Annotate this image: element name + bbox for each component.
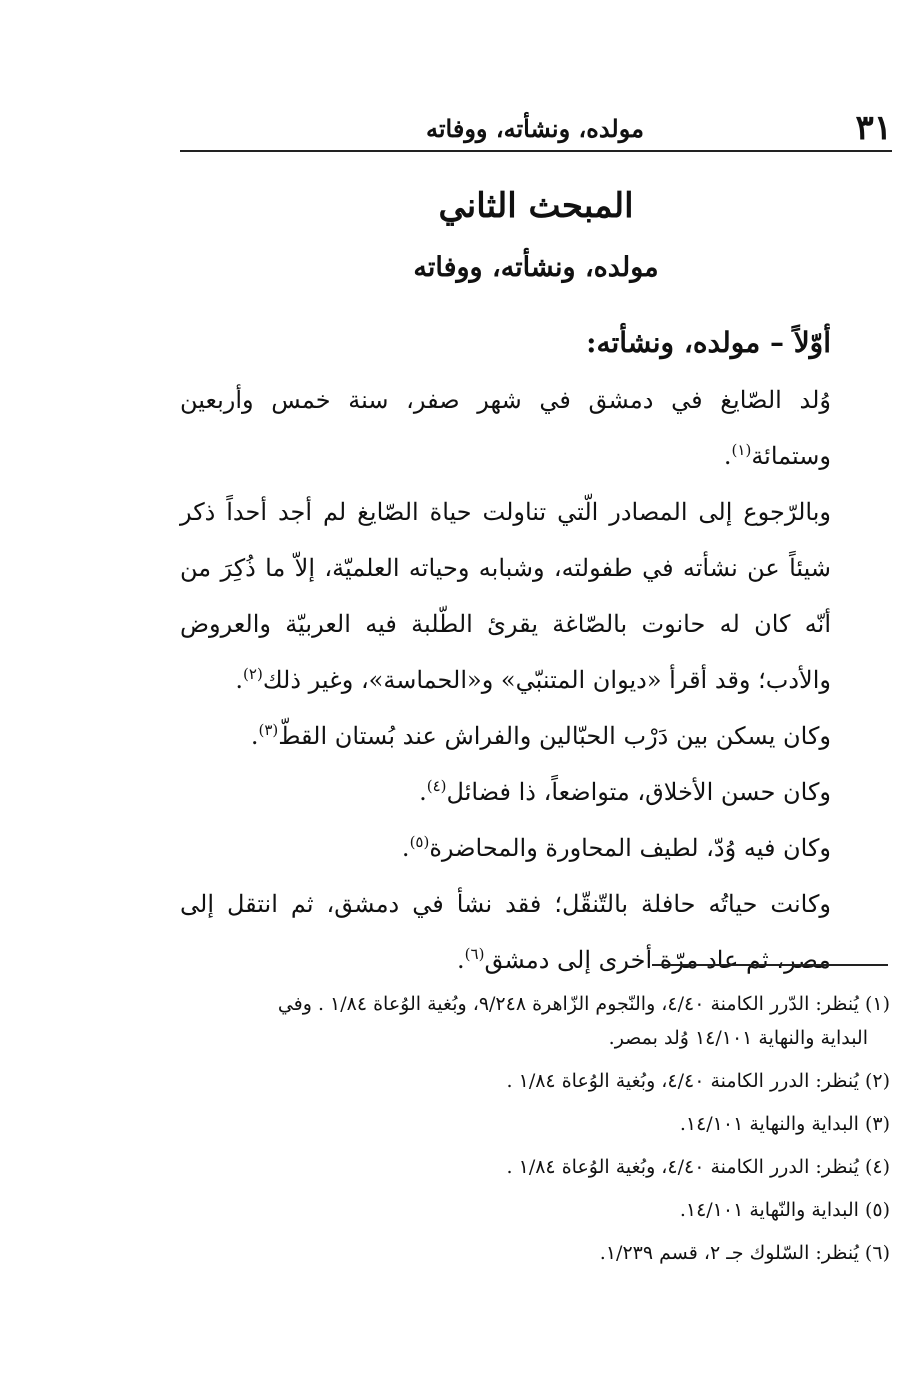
- footnote-ref: (١): [731, 441, 752, 459]
- paragraph: [180, 820, 831, 876]
- section-title: المبحث الثاني: [438, 186, 634, 226]
- footnote-ref: (٤): [426, 777, 447, 795]
- footnote-text: (٦) يُنظر: السّلوك جـ ٢، قسم ١/٢٣٩.: [599, 1242, 890, 1264]
- paragraph: [180, 876, 831, 988]
- paragraph-text: وبالرّجوع إلى المصادر الّتي تناولت حياة الصّايغ لم أجد أحداً ذكر شيئاً عن نشأته في طفولته، وشبابه وحياته العلميّة، إلاّ ما ذُكِرَ من أنّه كان له حانوت بالصّاغة يقرئ الطّلبة فيه العربيّة والعروض والأدب؛ وقد أقرأ «ديوان المتنبّي» و«الحماسة»، وغير ذلك: [180, 498, 831, 694]
- paragraph: [180, 484, 831, 708]
- footnote-ref: (٦): [464, 945, 485, 963]
- footnote: [170, 1065, 890, 1098]
- footnote-text: البداية والنهاية ١٤/١٠١ وُلد بمصر.: [608, 1027, 868, 1049]
- footnote-text: (٢) يُنظر: الدرر الكامنة ٤/٤٠، وبُغية الوُعاة ١/٨٤ .: [506, 1070, 890, 1092]
- footnote: [170, 1108, 890, 1141]
- paragraph-end: .: [401, 834, 410, 862]
- footnote-ref: (٣): [258, 721, 279, 739]
- paragraph: [180, 708, 831, 764]
- paragraph-end: .: [250, 722, 259, 750]
- footnotes: [170, 988, 890, 1280]
- paragraph-text: وكان يسكن بين دَرْب الحبّالين والفراش عند بُستان القطّ: [278, 722, 831, 750]
- footnote-text: (١) يُنظر: الدّرر الكامنة ٤/٤٠، والنّجوم الزّاهرة ٩/٢٤٨، وبُغية الوُعاة ١/٨٤ . وفي: [277, 993, 890, 1015]
- footnote-text: (٤) يُنظر: الدرر الكامنة ٤/٤٠، وبُغية الوُعاة ١/٨٤ .: [506, 1156, 890, 1178]
- footnote-text: (٣) البداية والنهاية ١٤/١٠١.: [679, 1113, 890, 1135]
- paragraph-end: .: [235, 666, 244, 694]
- footnote: [170, 988, 890, 1021]
- page-number: ٣١: [855, 108, 892, 148]
- paragraph-text: وكانت حياتُه حافلة بالتّنقّل؛ فقد نشأ في دمشق، ثم انتقل إلى مصر، ثم عاد مرّة أخرى إلى دمشق: [180, 890, 831, 974]
- paragraph-text: وكان فيه وُدّ، لطيف المحاورة والمحاضرة: [429, 834, 831, 862]
- header-rule: [180, 150, 892, 152]
- running-header: [180, 104, 892, 148]
- paragraph: [180, 372, 831, 484]
- footnote: [170, 1151, 890, 1184]
- footnote-continuation: [170, 1022, 890, 1055]
- subheading: أوّلاً – مولده، ونشأته:: [586, 326, 831, 359]
- footnote-text: (٥) البداية والنّهاية ١٤/١٠١.: [679, 1199, 890, 1221]
- body-text: [180, 372, 831, 988]
- footnote: [170, 1194, 890, 1227]
- footnote-ref: (٢): [243, 665, 263, 683]
- footnote: [170, 1237, 890, 1270]
- paragraph-text: وكان حسن الأخلاق، متواضعاً، ذا فضائل: [446, 778, 831, 806]
- paragraph-end: .: [419, 778, 427, 806]
- paragraph-end: .: [723, 442, 732, 470]
- paragraph-end: .: [457, 946, 465, 974]
- running-title: مولده، ونشأته، ووفاته: [426, 114, 644, 143]
- footnote-rule: [652, 964, 888, 966]
- paragraph-text: وُلد الصّايغ في دمشق في شهر صفر، سنة خمس وأربعين وستمائة: [180, 386, 831, 470]
- section-subtitle: مولده، ونشأته، ووفاته: [413, 252, 659, 283]
- footnote-ref: (٥): [409, 833, 430, 851]
- paragraph: [180, 764, 831, 820]
